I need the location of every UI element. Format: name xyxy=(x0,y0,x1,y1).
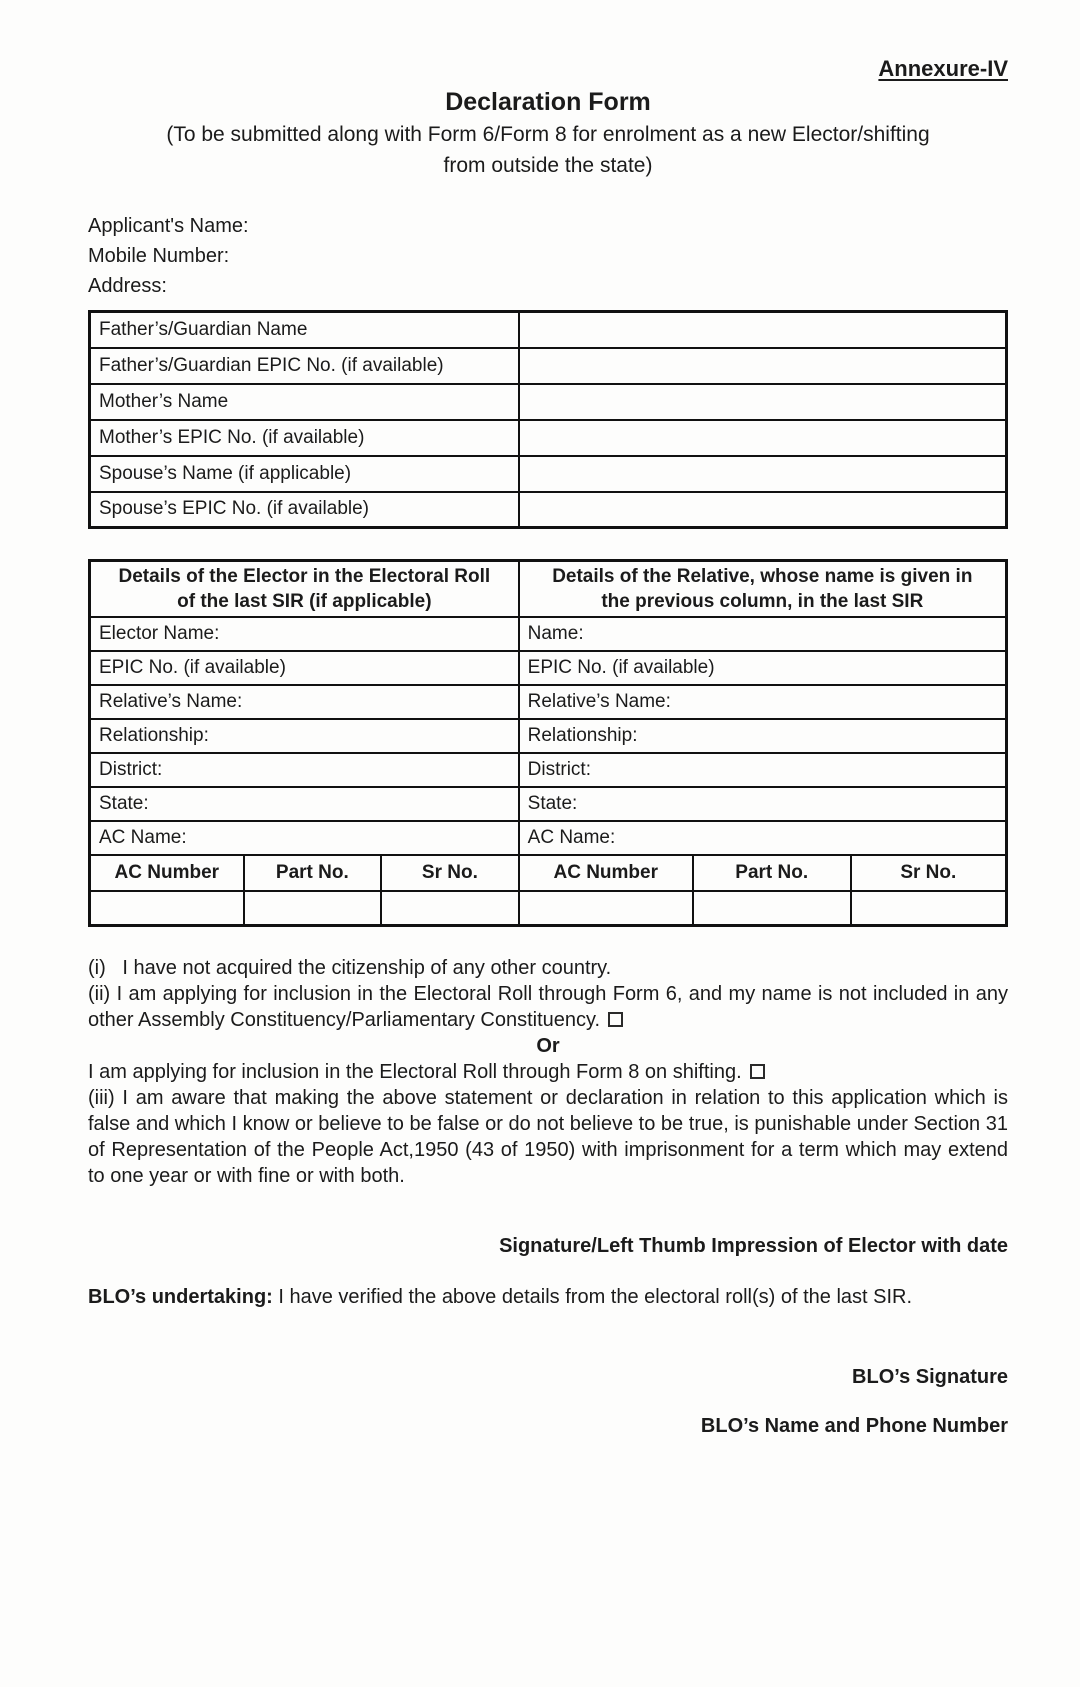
row-label: EPIC No. (if available) xyxy=(90,651,519,685)
table-row xyxy=(90,617,1007,651)
row-label: Father’s/Guardian Name xyxy=(90,312,519,348)
table-row xyxy=(90,456,1007,492)
applicant-name-label: Applicant's Name: xyxy=(88,215,249,237)
row-value-cell xyxy=(519,384,1007,420)
row-label: EPIC No. (if available) xyxy=(519,651,1007,685)
row-label: Relative’s Name: xyxy=(519,685,1007,719)
row-label: District: xyxy=(90,753,519,787)
table-row xyxy=(90,753,1007,787)
declaration-block xyxy=(88,955,1008,1189)
table-row xyxy=(90,312,1007,348)
checkbox-icon xyxy=(750,1064,765,1079)
row-label: Relative’s Name: xyxy=(90,685,519,719)
part-no-header: Part No. xyxy=(244,855,382,891)
page-title: Declaration Form xyxy=(445,88,651,116)
table-row xyxy=(90,719,1007,753)
elector-signature-label: Signature/Left Thumb Impression of Elector with date xyxy=(499,1234,1008,1257)
table-row xyxy=(90,787,1007,821)
declaration-item-ii-text: (ii) I am applying for inclusion in the Electoral Roll through Form 6, and my name is not included in any other Assembly Constituency/Parliamentary Constituency. xyxy=(88,982,1008,1031)
ac-number-cell xyxy=(519,891,693,925)
row-label: Relationship: xyxy=(519,719,1007,753)
declaration-item-i: (i) I have not acquired the citizenship of any other country. xyxy=(88,956,612,979)
ac-header-row xyxy=(90,855,1007,891)
table-header-row xyxy=(90,561,1007,618)
row-label: District: xyxy=(519,753,1007,787)
row-label: State: xyxy=(519,787,1007,821)
row-label: Elector Name: xyxy=(90,617,519,651)
part-no-header: Part No. xyxy=(693,855,851,891)
row-label: State: xyxy=(90,787,519,821)
sr-no-cell xyxy=(851,891,1007,925)
address-label: Address: xyxy=(88,275,167,297)
declaration-form8-line xyxy=(88,1059,1008,1085)
row-label: Father’s/Guardian EPIC No. (if available) xyxy=(90,348,519,384)
table-row xyxy=(90,651,1007,685)
part-no-cell xyxy=(244,891,382,925)
or-separator: Or xyxy=(536,1034,560,1057)
declaration-form8-text: I am applying for inclusion in the Electoral Roll through Form 8 on shifting. xyxy=(88,1060,742,1083)
blo-signature-label: BLO’s Signature xyxy=(852,1365,1008,1388)
ac-number-header: AC Number xyxy=(519,855,693,891)
sr-no-header: Sr No. xyxy=(851,855,1007,891)
row-label: Spouse’s Name (if applicable) xyxy=(90,456,519,492)
header-elector-details: Details of the Elector in the Electoral Roll of the last SIR (if applicable) xyxy=(90,561,519,618)
header-relative-details: Details of the Relative, whose name is given in the previous column, in the last SIR xyxy=(519,561,1007,618)
ac-number-header: AC Number xyxy=(90,855,244,891)
table-row xyxy=(90,420,1007,456)
table-row xyxy=(90,492,1007,528)
blo-name-phone-label: BLO’s Name and Phone Number xyxy=(700,1414,1008,1437)
checkbox-icon xyxy=(608,1012,623,1027)
row-value-cell xyxy=(519,492,1007,528)
row-value-cell xyxy=(519,348,1007,384)
family-details-table xyxy=(88,310,1008,529)
table-row xyxy=(90,685,1007,719)
applicant-info-block xyxy=(88,211,1008,301)
part-no-cell xyxy=(693,891,851,925)
annexure-label: Annexure-IV xyxy=(878,56,1008,81)
table-row xyxy=(90,821,1007,855)
row-label: Spouse’s EPIC No. (if available) xyxy=(90,492,519,528)
row-value-cell xyxy=(519,456,1007,492)
row-label: Name: xyxy=(519,617,1007,651)
page-subtitle xyxy=(88,119,1008,181)
blo-undertaking-label: BLO’s undertaking: xyxy=(88,1285,273,1308)
sr-no-header: Sr No. xyxy=(381,855,519,891)
table-row xyxy=(90,348,1007,384)
row-label: AC Name: xyxy=(519,821,1007,855)
row-label: Relationship: xyxy=(90,719,519,753)
blo-undertaking-line xyxy=(88,1284,1008,1310)
declaration-item-iii: (iii) I am aware that making the above statement or declaration in relation to this application which is false and which I know or believe to be false or do not believe to be true, is punishable under Section 31 of Representation of the People Act,1950 (43 of 1950) with imprisonment for a term which may extend to one year or with fine or with both. xyxy=(88,1086,1008,1187)
row-label: Mother’s EPIC No. (if available) xyxy=(90,420,519,456)
subtitle-line-1: (To be submitted along with Form 6/Form 8 for enrolment as a new Elector/shifting xyxy=(166,123,930,146)
row-value-cell xyxy=(519,312,1007,348)
sir-details-table xyxy=(88,559,1008,927)
row-value-cell xyxy=(519,420,1007,456)
mobile-number-label: Mobile Number: xyxy=(88,245,230,267)
row-label: Mother’s Name xyxy=(90,384,519,420)
ac-number-cell xyxy=(90,891,244,925)
blo-undertaking-text: I have verified the above details from the electoral roll(s) of the last SIR. xyxy=(272,1285,913,1308)
ac-values-row xyxy=(90,891,1007,925)
table-row xyxy=(90,384,1007,420)
subtitle-line-2: from outside the state) xyxy=(443,154,653,177)
declaration-item-ii xyxy=(88,981,1008,1033)
row-label: AC Name: xyxy=(90,821,519,855)
sr-no-cell xyxy=(381,891,519,925)
